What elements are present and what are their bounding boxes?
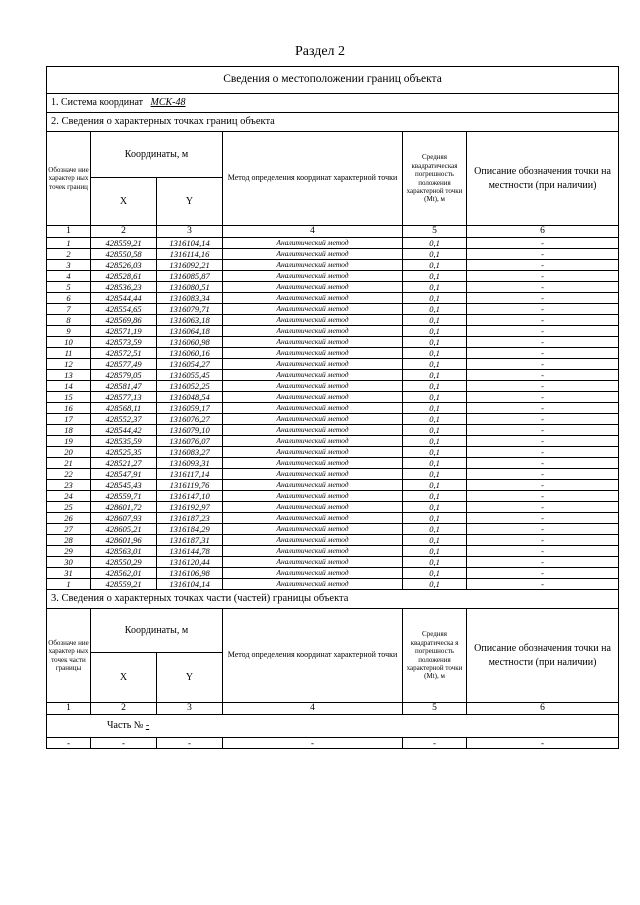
coord-y-cell: 1316060,16	[157, 348, 223, 359]
description-cell: -	[467, 546, 619, 557]
description-cell: -	[467, 293, 619, 304]
table-row	[47, 348, 619, 359]
coord-x-cell: 428544,44	[91, 293, 157, 304]
method-cell: Аналитический метод	[223, 304, 403, 315]
method-cell: Аналитический метод	[223, 381, 403, 392]
description-cell: -	[467, 381, 619, 392]
table-row	[47, 524, 619, 535]
description-cell: -	[467, 535, 619, 546]
point-number-cell: 13	[47, 370, 91, 381]
accuracy-cell: 0,1	[403, 260, 467, 271]
coord-x-cell: 428577,13	[91, 392, 157, 403]
coord-y-cell: 1316147,10	[157, 491, 223, 502]
method-cell: Аналитический метод	[223, 469, 403, 480]
table-row	[47, 579, 619, 590]
table-row	[47, 480, 619, 491]
empty-cell: -	[467, 738, 619, 749]
point-number-cell: 21	[47, 458, 91, 469]
coord-x-cell: 428525,35	[91, 447, 157, 458]
point-number-cell: 18	[47, 425, 91, 436]
accuracy-cell: 0,1	[403, 326, 467, 337]
accuracy-cell: 0,1	[403, 359, 467, 370]
column-number-row	[47, 703, 619, 715]
coord-x-cell: 428573,59	[91, 337, 157, 348]
description-cell: -	[467, 568, 619, 579]
method-cell: Аналитический метод	[223, 447, 403, 458]
coord-y-cell: 1316079,10	[157, 425, 223, 436]
col-number: 5	[403, 703, 467, 715]
table-row	[47, 502, 619, 513]
coord-x-cell: 428568,11	[91, 403, 157, 414]
point-number-cell: 14	[47, 381, 91, 392]
coord-x-cell: 428535,59	[91, 436, 157, 447]
col-number: 6	[467, 703, 619, 715]
coord-y-cell: 1316055,45	[157, 370, 223, 381]
accuracy-cell: 0,1	[403, 392, 467, 403]
accuracy-cell: 0,1	[403, 458, 467, 469]
table-row	[47, 326, 619, 337]
coord-x-cell: 428562,01	[91, 568, 157, 579]
method-cell: Аналитический метод	[223, 392, 403, 403]
method-cell: Аналитический метод	[223, 524, 403, 535]
description-cell: -	[467, 436, 619, 447]
part-value: -	[145, 720, 150, 731]
coord-y-cell: 1316054,27	[157, 359, 223, 370]
description-cell: -	[467, 447, 619, 458]
header-part-point-designation: Обозначе ние характер ных точек части границы	[47, 609, 91, 703]
empty-cell: -	[157, 738, 223, 749]
point-number-cell: 6	[47, 293, 91, 304]
method-cell: Аналитический метод	[223, 568, 403, 579]
method-cell: Аналитический метод	[223, 480, 403, 491]
accuracy-cell: 0,1	[403, 436, 467, 447]
header-y: Y	[157, 178, 223, 226]
description-cell: -	[467, 249, 619, 260]
part-row	[47, 715, 619, 738]
point-number-cell: 19	[47, 436, 91, 447]
coord-x-cell: 428526,03	[91, 260, 157, 271]
point-number-cell: 1	[47, 238, 91, 249]
coord-x-cell: 428547,91	[91, 469, 157, 480]
description-cell: -	[467, 370, 619, 381]
accuracy-cell: 0,1	[403, 546, 467, 557]
coord-x-cell: 428528,61	[91, 271, 157, 282]
method-cell: Аналитический метод	[223, 513, 403, 524]
coord-x-cell: 428554,65	[91, 304, 157, 315]
point-number-cell: 3	[47, 260, 91, 271]
method-cell: Аналитический метод	[223, 436, 403, 447]
table-body	[47, 67, 619, 749]
table-row	[47, 271, 619, 282]
description-cell: -	[467, 579, 619, 590]
section-heading-points: 2. Сведения о характерных точках границ объекта	[47, 113, 619, 132]
coord-x-cell: 428571,19	[91, 326, 157, 337]
point-number-cell: 12	[47, 359, 91, 370]
method-cell: Аналитический метод	[223, 579, 403, 590]
coord-x-cell: 428559,71	[91, 491, 157, 502]
coord-x-cell: 428552,37	[91, 414, 157, 425]
coord-y-cell: 1316192,97	[157, 502, 223, 513]
coord-y-cell: 1316048,54	[157, 392, 223, 403]
empty-cell: -	[91, 738, 157, 749]
method-cell: Аналитический метод	[223, 359, 403, 370]
coord-x-cell: 428550,29	[91, 557, 157, 568]
point-number-cell: 9	[47, 326, 91, 337]
header-coordinates: Координаты, м	[91, 132, 223, 178]
description-cell: -	[467, 480, 619, 491]
method-cell: Аналитический метод	[223, 370, 403, 381]
point-number-cell: 22	[47, 469, 91, 480]
coord-y-cell: 1316076,07	[157, 436, 223, 447]
coord-x-cell: 428563,01	[91, 546, 157, 557]
description-cell: -	[467, 469, 619, 480]
point-number-cell: 20	[47, 447, 91, 458]
coord-x-cell: 428569,86	[91, 315, 157, 326]
section-title: Раздел 2	[294, 44, 346, 59]
method-cell: Аналитический метод	[223, 315, 403, 326]
coord-x-cell: 428601,72	[91, 502, 157, 513]
part-label: Часть №	[107, 720, 144, 731]
coord-system-row	[47, 94, 619, 113]
col-number: 3	[157, 226, 223, 238]
accuracy-cell: 0,1	[403, 315, 467, 326]
point-number-cell: 10	[47, 337, 91, 348]
point-number-cell: 16	[47, 403, 91, 414]
header-x: X	[91, 178, 157, 226]
method-cell: Аналитический метод	[223, 557, 403, 568]
table-banner: Сведения о местоположении границ объекта	[47, 67, 619, 94]
table-row	[47, 392, 619, 403]
empty-cell: -	[47, 738, 91, 749]
description-cell: -	[467, 502, 619, 513]
coord-x-cell: 428579,05	[91, 370, 157, 381]
table-row	[47, 469, 619, 480]
description-cell: -	[467, 513, 619, 524]
point-number-cell: 23	[47, 480, 91, 491]
point-number-cell: 17	[47, 414, 91, 425]
accuracy-cell: 0,1	[403, 513, 467, 524]
coord-y-cell: 1316104,14	[157, 238, 223, 249]
coord-y-cell: 1316119,76	[157, 480, 223, 491]
point-number-cell: 15	[47, 392, 91, 403]
description-cell: -	[467, 271, 619, 282]
coord-y-cell: 1316052,25	[157, 381, 223, 392]
empty-cell: -	[403, 738, 467, 749]
point-number-cell: 25	[47, 502, 91, 513]
col-number: 2	[91, 703, 157, 715]
accuracy-cell: 0,1	[403, 469, 467, 480]
coord-y-cell: 1316104,14	[157, 579, 223, 590]
coord-x-cell: 428607,93	[91, 513, 157, 524]
description-cell: -	[467, 414, 619, 425]
point-number-cell: 28	[47, 535, 91, 546]
point-number-cell: 7	[47, 304, 91, 315]
coord-x-cell: 428544,42	[91, 425, 157, 436]
point-number-cell: 27	[47, 524, 91, 535]
point-number-cell: 2	[47, 249, 91, 260]
accuracy-cell: 0,1	[403, 249, 467, 260]
table-row	[47, 359, 619, 370]
point-number-cell: 5	[47, 282, 91, 293]
accuracy-cell: 0,1	[403, 524, 467, 535]
coord-y-cell: 1316184,29	[157, 524, 223, 535]
table-row	[47, 293, 619, 304]
point-number-cell: 31	[47, 568, 91, 579]
accuracy-cell: 0,1	[403, 579, 467, 590]
method-cell: Аналитический метод	[223, 535, 403, 546]
coord-y-cell: 1316092,21	[157, 260, 223, 271]
method-cell: Аналитический метод	[223, 337, 403, 348]
method-cell: Аналитический метод	[223, 326, 403, 337]
col-number: 4	[223, 703, 403, 715]
table-row	[47, 513, 619, 524]
coord-x-cell: 428521,27	[91, 458, 157, 469]
header-x: X	[91, 653, 157, 703]
col-number: 4	[223, 226, 403, 238]
table-row	[47, 370, 619, 381]
accuracy-cell: 0,1	[403, 348, 467, 359]
point-number-cell: 4	[47, 271, 91, 282]
method-cell: Аналитический метод	[223, 282, 403, 293]
description-cell: -	[467, 260, 619, 271]
description-cell: -	[467, 557, 619, 568]
coord-x-cell: 428605,21	[91, 524, 157, 535]
method-cell: Аналитический метод	[223, 403, 403, 414]
accuracy-cell: 0,1	[403, 293, 467, 304]
description-cell: -	[467, 491, 619, 502]
description-cell: -	[467, 425, 619, 436]
table-row	[47, 304, 619, 315]
col-number: 3	[157, 703, 223, 715]
table-row	[47, 491, 619, 502]
coord-y-cell: 1316117,14	[157, 469, 223, 480]
table-row	[47, 447, 619, 458]
accuracy-cell: 0,1	[403, 557, 467, 568]
table-row	[47, 282, 619, 293]
point-number-cell: 29	[47, 546, 91, 557]
accuracy-cell: 0,1	[403, 491, 467, 502]
description-cell: -	[467, 282, 619, 293]
method-cell: Аналитический метод	[223, 414, 403, 425]
coord-x-cell: 428577,49	[91, 359, 157, 370]
coord-x-cell: 428601,96	[91, 535, 157, 546]
coord-y-cell: 1316080,51	[157, 282, 223, 293]
accuracy-cell: 0,1	[403, 304, 467, 315]
coord-y-cell: 1316093,31	[157, 458, 223, 469]
header-description: Описание обозначения точки на местности (при наличии)	[467, 609, 619, 703]
coord-x-cell: 428559,21	[91, 238, 157, 249]
accuracy-cell: 0,1	[403, 480, 467, 491]
description-cell: -	[467, 337, 619, 348]
coord-x-cell: 428559,21	[91, 579, 157, 590]
accuracy-cell: 0,1	[403, 282, 467, 293]
header-coordinates: Координаты, м	[91, 609, 223, 653]
accuracy-cell: 0,1	[403, 425, 467, 436]
table-row	[47, 458, 619, 469]
header-description: Описание обозначения точки на местности (при наличии)	[467, 132, 619, 226]
coord-y-cell: 1316187,31	[157, 535, 223, 546]
coord-system-label: 1. Система координат	[51, 97, 144, 108]
description-cell: -	[467, 359, 619, 370]
description-cell: -	[467, 315, 619, 326]
accuracy-cell: 0,1	[403, 271, 467, 282]
empty-cell: -	[223, 738, 403, 749]
accuracy-cell: 0,1	[403, 403, 467, 414]
method-cell: Аналитический метод	[223, 271, 403, 282]
accuracy-cell: 0,1	[403, 535, 467, 546]
accuracy-cell: 0,1	[403, 447, 467, 458]
coord-y-cell: 1316106,98	[157, 568, 223, 579]
description-cell: -	[467, 238, 619, 249]
table-row	[47, 260, 619, 271]
description-cell: -	[467, 524, 619, 535]
coord-y-cell: 1316120,44	[157, 557, 223, 568]
accuracy-cell: 0,1	[403, 370, 467, 381]
point-number-cell: 11	[47, 348, 91, 359]
accuracy-cell: 0,1	[403, 502, 467, 513]
point-number-cell: 30	[47, 557, 91, 568]
table-row	[47, 557, 619, 568]
table-row	[47, 337, 619, 348]
method-cell: Аналитический метод	[223, 249, 403, 260]
table-row	[47, 414, 619, 425]
col-number: 5	[403, 226, 467, 238]
coord-y-cell: 1316060,98	[157, 337, 223, 348]
table-row	[47, 238, 619, 249]
coord-y-cell: 1316085,87	[157, 271, 223, 282]
method-cell: Аналитический метод	[223, 260, 403, 271]
point-number-cell: 1	[47, 579, 91, 590]
accuracy-cell: 0,1	[403, 381, 467, 392]
coord-y-cell: 1316079,71	[157, 304, 223, 315]
table-row	[47, 425, 619, 436]
method-cell: Аналитический метод	[223, 425, 403, 436]
section-heading-parts: 3. Сведения о характерных точках части (частей) границы объекта	[47, 590, 619, 609]
header-point-designation: Обозначе ние характер ных точек границ	[47, 132, 91, 226]
col-number: 6	[467, 226, 619, 238]
description-cell: -	[467, 458, 619, 469]
method-cell: Аналитический метод	[223, 546, 403, 557]
coord-y-cell: 1316063,18	[157, 315, 223, 326]
description-cell: -	[467, 326, 619, 337]
empty-part-row	[47, 738, 619, 749]
coord-y-cell: 1316144,78	[157, 546, 223, 557]
coord-x-cell: 428572,51	[91, 348, 157, 359]
accuracy-cell: 0,1	[403, 238, 467, 249]
point-number-cell: 8	[47, 315, 91, 326]
description-cell: -	[467, 392, 619, 403]
point-number-cell: 26	[47, 513, 91, 524]
coord-y-cell: 1316076,27	[157, 414, 223, 425]
table-row	[47, 403, 619, 414]
accuracy-cell: 0,1	[403, 337, 467, 348]
point-number-cell: 24	[47, 491, 91, 502]
method-cell: Аналитический метод	[223, 348, 403, 359]
description-cell: -	[467, 304, 619, 315]
table-row	[47, 546, 619, 557]
col-number: 1	[47, 226, 91, 238]
coord-y-cell: 1316083,27	[157, 447, 223, 458]
coord-y-cell: 1316187,23	[157, 513, 223, 524]
coord-y-cell: 1316083,34	[157, 293, 223, 304]
header-method: Метод определения координат характерной точки	[223, 132, 403, 226]
method-cell: Аналитический метод	[223, 458, 403, 469]
description-cell: -	[467, 403, 619, 414]
method-cell: Аналитический метод	[223, 502, 403, 513]
coord-y-cell: 1316114,16	[157, 249, 223, 260]
accuracy-cell: 0,1	[403, 414, 467, 425]
table-row	[47, 568, 619, 579]
header-method: Метод определения координат характерной точки	[223, 609, 403, 703]
accuracy-cell: 0,1	[403, 568, 467, 579]
boundary-table	[46, 66, 619, 749]
method-cell: Аналитический метод	[223, 238, 403, 249]
col-number: 1	[47, 703, 91, 715]
header-accuracy: Средняя квадратическа я погрешность положения характерной точки (Mt), м	[403, 609, 467, 703]
coord-y-cell: 1316064,18	[157, 326, 223, 337]
table-row	[47, 535, 619, 546]
method-cell: Аналитический метод	[223, 491, 403, 502]
table-row	[47, 381, 619, 392]
table-row	[47, 249, 619, 260]
coord-y-cell: 1316059,17	[157, 403, 223, 414]
coord-x-cell: 428581,47	[91, 381, 157, 392]
method-cell: Аналитический метод	[223, 293, 403, 304]
coord-x-cell: 428545,43	[91, 480, 157, 491]
coord-x-cell: 428550,58	[91, 249, 157, 260]
header-y: Y	[157, 653, 223, 703]
description-cell: -	[467, 348, 619, 359]
header-accuracy: Средняя квадратическая погрешность положения характерной точки (Mt), м	[403, 132, 467, 226]
column-number-row	[47, 226, 619, 238]
table-row	[47, 436, 619, 447]
coord-x-cell: 428536,23	[91, 282, 157, 293]
col-number: 2	[91, 226, 157, 238]
coord-system-value: МСК-48	[150, 97, 186, 108]
table-row	[47, 315, 619, 326]
